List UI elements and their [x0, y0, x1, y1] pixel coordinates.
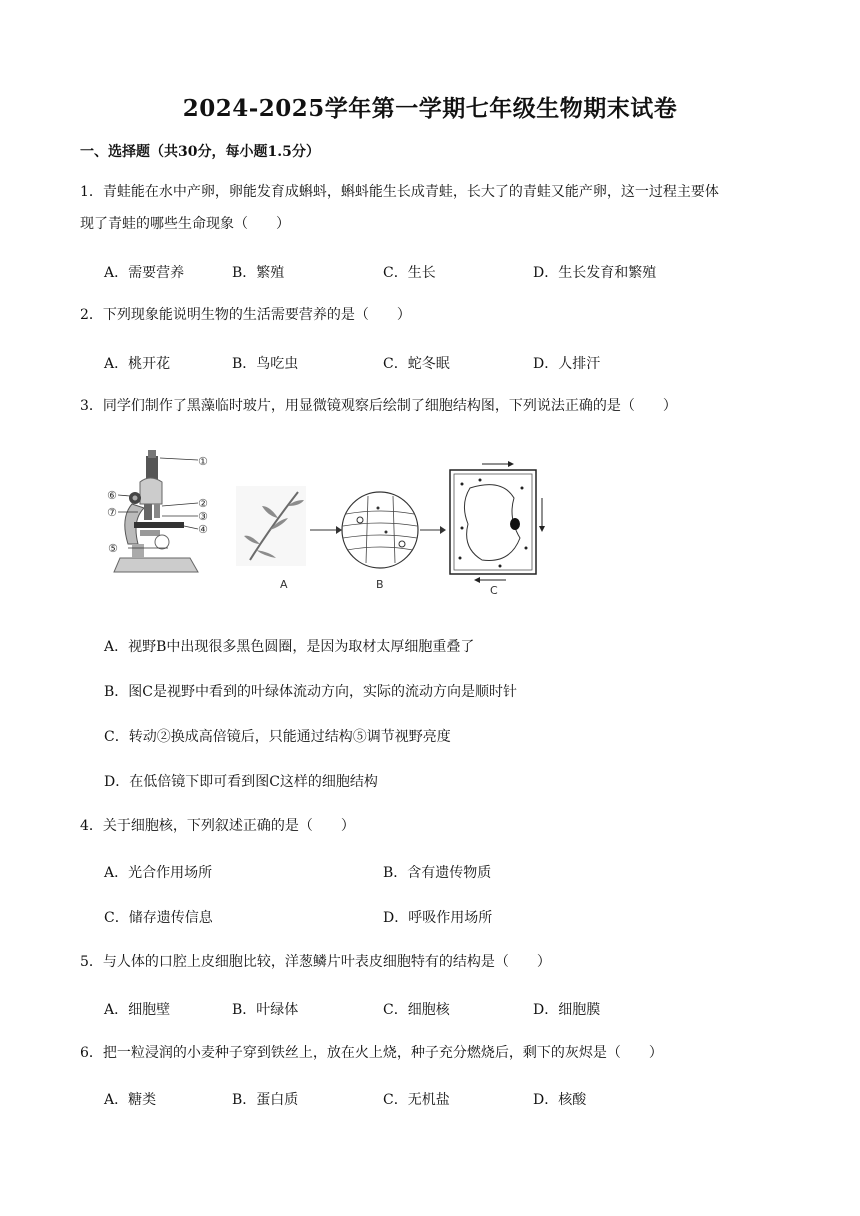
panel-a-plant-image: [236, 486, 306, 566]
question-1-option-a[interactable]: A．需要营养: [104, 265, 185, 281]
question-2-option-b[interactable]: B．鸟吃虫: [232, 356, 299, 372]
question-2-option-c[interactable]: C．蛇冬眠: [383, 356, 450, 372]
microscope-part-label-6-text: ⑥: [107, 489, 117, 502]
arrow-b-to-c-icon: [420, 526, 446, 534]
panel-label-b: B: [376, 578, 384, 591]
section-heading: 一、选择题（共30分，每小题1.5分）: [80, 144, 320, 160]
panel-b-field-of-view: [342, 492, 418, 568]
question-6-option-d[interactable]: D．核酸: [533, 1092, 587, 1108]
question-5-stem: 5．与人体的口腔上皮细胞比较，洋葱鳞片叶表皮细胞特有的结构是（ ）: [80, 954, 551, 970]
microscope-part-label-4-text: ④: [198, 523, 208, 536]
question-4-option-a[interactable]: A．光合作用场所: [104, 865, 213, 881]
question-3-option-a[interactable]: A．视野B中出现很多黑色圆圈，是因为取材太厚细胞重叠了: [104, 639, 475, 655]
question-6-option-c[interactable]: C．无机盐: [383, 1092, 450, 1108]
question-1-stem-line1: 1．青蛙能在水中产卵，卵能发育成蝌蚪，蝌蚪能生长成青蛙，长大了的青蛙又能产卵，这一过程主要体: [80, 184, 719, 200]
question-5-option-d[interactable]: D．细胞膜: [533, 1002, 601, 1018]
panel-c-cell-diagram: [450, 470, 536, 574]
question-1-option-b[interactable]: B．繁殖: [232, 265, 285, 281]
microscope-part-label-5-text: ⑤: [108, 542, 118, 555]
microscope-illustration: [114, 450, 198, 572]
question-5-option-c[interactable]: C．细胞核: [383, 1002, 450, 1018]
question-4-option-d[interactable]: D．呼吸作用场所: [383, 910, 493, 926]
question-2-stem: 2．下列现象能说明生物的生活需要营养的是（ ）: [80, 307, 411, 323]
microscope-part-label-2: [198, 497, 208, 510]
question-3-option-b[interactable]: B．图C是视野中看到的叶绿体流动方向，实际的流动方向是顺时针: [104, 684, 517, 700]
question-4-option-c[interactable]: C．储存遗传信息: [104, 910, 213, 926]
question-5-option-a[interactable]: A．细胞壁: [104, 1002, 171, 1018]
microscope-part-label-6: [107, 489, 117, 502]
question-6-stem: 6．把一粒浸润的小麦种子穿到铁丝上，放在火上烧，种子充分燃烧后，剩下的灰烬是（ ）: [80, 1045, 663, 1061]
question-2-option-a[interactable]: A．桃开花: [104, 356, 171, 372]
question-4-option-b[interactable]: B．含有遗传物质: [383, 865, 492, 881]
question-3-option-d[interactable]: D．在低倍镜下即可看到图C这样的细胞结构: [104, 774, 378, 790]
question-1-option-c[interactable]: C．生长: [383, 265, 436, 281]
panel-label-a: A: [280, 578, 288, 591]
question-4-stem: 4．关于细胞核，下列叙述正确的是（ ）: [80, 818, 355, 834]
microscope-part-label-3: [198, 510, 208, 523]
question-6-option-a[interactable]: A．糖类: [104, 1092, 157, 1108]
microscope-part-label-5: [108, 542, 118, 555]
microscope-part-label-2-text: ②: [198, 497, 208, 510]
question-5-option-b[interactable]: B．叶绿体: [232, 1002, 299, 1018]
question-1-option-d[interactable]: D．生长发育和繁殖: [533, 265, 657, 281]
question-3-option-c[interactable]: C．转动②换成高倍镜后，只能通过结构⑤调节视野亮度: [104, 729, 451, 745]
page-title: 2024-2025学年第一学期七年级生物期末试卷: [182, 95, 678, 122]
panel-label-c: C: [490, 584, 498, 597]
question-3-stem: 3．同学们制作了黑藻临时玻片，用显微镜观察后绘制了细胞结构图，下列说法正确的是（ ）: [80, 398, 677, 414]
microscope-part-label-1-text: ①: [198, 455, 208, 468]
question-1-stem-line2: 现了青蛙的哪些生命现象（ ）: [80, 216, 290, 232]
microscope-part-label-1: [198, 455, 208, 468]
flow-arrow-bottom-icon: [474, 577, 506, 583]
microscope-part-label-7: [107, 506, 117, 519]
flow-arrow-top-icon: [482, 461, 514, 467]
question-2-option-d[interactable]: D．人排汗: [533, 356, 601, 372]
microscope-part-label-3-text: ③: [198, 510, 208, 523]
arrow-a-to-b-icon: [310, 526, 342, 534]
flow-arrow-right-icon: [539, 498, 545, 532]
question-3-figure: [107, 448, 570, 598]
microscope-part-label-4: [198, 523, 208, 536]
microscope-part-label-7-text: ⑦: [107, 506, 117, 519]
question-6-option-b[interactable]: B．蛋白质: [232, 1092, 299, 1108]
